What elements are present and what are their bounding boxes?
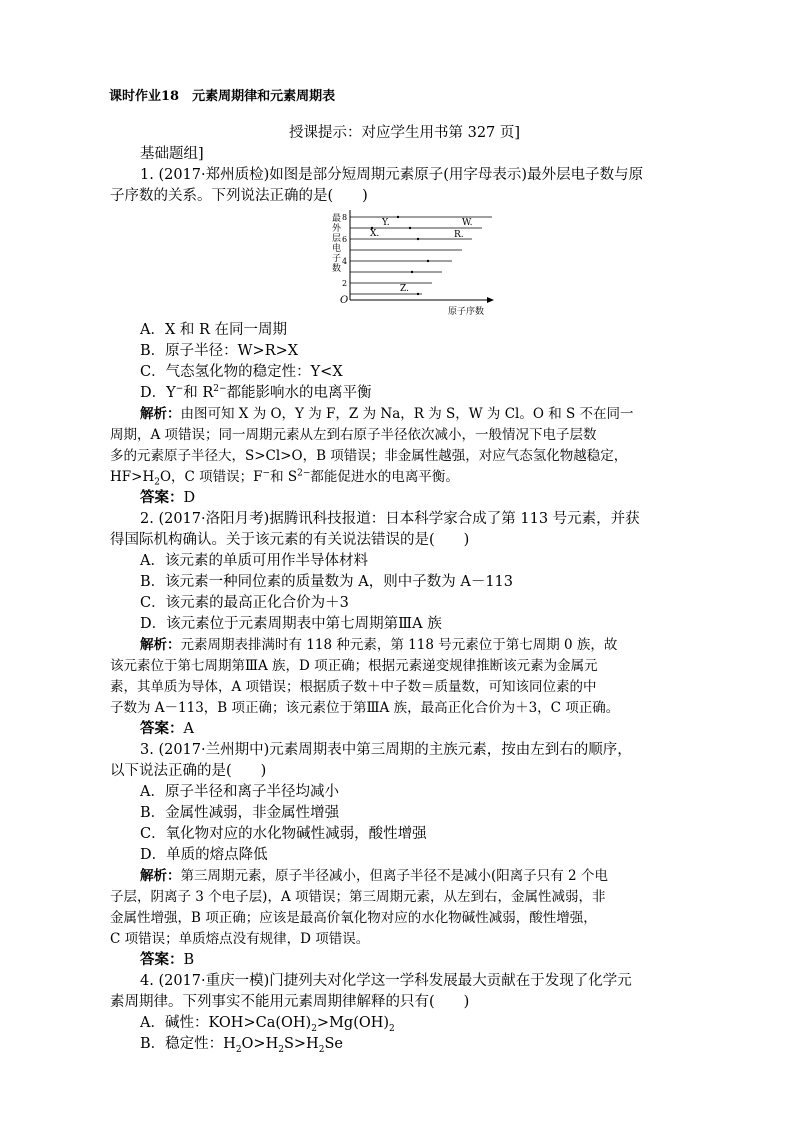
xlabel: 原子序数 (448, 307, 485, 317)
q1-stem-line1: 1. (2017·郑州质检)如图是部分短周期元素原子(用字母表示)最外层电子数与原 (140, 167, 644, 183)
point-marker (411, 271, 413, 273)
q1-option-c: C．气态氢化物的稳定性：Y<X (140, 364, 343, 380)
q4-stem-line2: 素周期律。下列事实不能用元素周期律解释的只有( ) (110, 994, 470, 1010)
q1-analysis-line4: $HF>H_2O$，C 项错误；F−和 $S^{2-}$都能促进水的电离平衡。 (110, 468, 459, 488)
q2-option-d: D．该元素位于元素周期表中第七周期第ⅢA 族 (140, 616, 442, 632)
electron-chart (322, 207, 498, 319)
ytick-2: 2 (342, 279, 348, 288)
q1-option-a: A．X 和 R 在同一周期 (140, 322, 288, 338)
point-label-z: Z. (400, 284, 409, 294)
x-axis-arrow (487, 297, 494, 303)
ytick-8: 8 (342, 213, 348, 222)
ylabel-char-4: 电 (332, 244, 342, 254)
ylabel-char-2: 外 (332, 224, 342, 234)
ylabel-char-5: 子 (332, 254, 342, 264)
point-label-r: R. (454, 230, 464, 240)
q1-analysis-line1: 解析：由图可知 X 为 O，Y 为 F，Z 为 Na，R 为 S，W 为 Cl。O 和 S 不在同一 (140, 406, 634, 422)
q2-option-a: A．该元素的单质可用作半导体材料 (140, 553, 368, 569)
point-label-x: X. (370, 229, 380, 239)
q3-analysis-line1: 解析：第三周期元素，原子半径减小，但离子半径不是减小(阳离子只有 2 个电 (140, 868, 608, 884)
q3-option-c: C．氧化物对应的水化物碱性减弱，酸性增强 (140, 826, 427, 842)
q1-option-b: B．原子半径：W>R>X (140, 343, 299, 359)
q3-answer: 答案：B (140, 952, 195, 968)
q4-option-b: B．稳定性：$H_2O>H_2S>H_2Se$ (140, 1036, 343, 1055)
ylabel-char-3: 层 (332, 234, 342, 244)
q4-stem-line1: 4. (2017·重庆一模)门捷列夫对化学这一学科发展最大贡献在于发现了化学元 (140, 973, 632, 989)
q2-analysis-line4: 子数为 A－113，B 项正确；该元素位于第ⅢA 族，最高正化合价为＋3，C 项正确。 (110, 700, 620, 716)
point-label-w: W. (462, 218, 473, 228)
q2-analysis-line3: 素，其单质为导体，A 项错误；根据质子数＋中子数＝质量数，可知该同位素的中 (110, 679, 597, 695)
q1-stem-line2: 子序数的关系。下列说法正确的是( ) (110, 188, 368, 204)
ytick-6: 6 (342, 235, 348, 244)
textbook-hint: 授课提示：对应学生用书第 327 页] (289, 125, 521, 141)
q2-analysis-line2: 该元素位于第七周期第ⅢA 族，D 项正确；根据元素递变规律推断该元素为金属元 (110, 658, 598, 674)
q3-option-a: A．原子半径和离子半径均减小 (140, 784, 339, 800)
point-label-y: Y. (382, 218, 390, 228)
q1-analysis-line2: 周期，A 项错误；同一周期元素从左到右原子半径依次减小，一般情况下电子层数 (110, 427, 597, 443)
worksheet-title: 课时作业18 元素周期律和元素周期表 (109, 89, 336, 104)
point-marker (417, 238, 419, 240)
point-marker (409, 227, 411, 229)
q1-analysis-line3: 多的元素原子半径大，S>Cl>O，B 项错误；非金属性越强，对应气态氢化物越稳定， (110, 448, 628, 464)
point-marker (417, 293, 419, 295)
ylabel-char-6: 数 (332, 264, 342, 274)
q1-answer: 答案：D (140, 490, 196, 506)
ytick-4: 4 (342, 257, 348, 266)
q2-stem-line2: 得国际机构确认。关于该元素的有关说法错误的是( ) (110, 532, 470, 548)
q3-stem-line1: 3. (2017·兰州期中)元素周期表中第三周期的主族元素，按由左到右的顺序， (140, 742, 632, 758)
origin-label: O (340, 295, 349, 306)
group-heading: 基础题组] (140, 146, 204, 162)
q1-option-d: D．Y−和 $R^{2-}$都能影响水的电离平衡 (140, 384, 372, 401)
q2-stem-line1: 2. (2017·洛阳月考)据腾讯科技报道：日本科学家合成了第 113 号元素，并获 (140, 511, 640, 527)
q3-analysis-line2: 子层，阴离子 3 个电子层)，A 项错误；第三周期元素，从左到右，金属性减弱，非 (110, 889, 606, 905)
q3-option-b: B．金属性减弱，非金属性增强 (140, 805, 340, 821)
q3-stem-line2: 以下说法正确的是( ) (110, 763, 267, 779)
q2-option-c: C．该元素的最高正化合价为＋3 (140, 595, 349, 611)
q3-analysis-line3: 金属性增强，B 项正确；应该是最高价氧化物对应的水化物碱性减弱，酸性增强， (110, 910, 597, 926)
q4-option-a: A．碱性：$KOH>Ca(OH)_2>Mg(OH)_2$ (140, 1015, 395, 1034)
point-marker (397, 216, 399, 218)
q2-analysis-line1: 解析：元素周期表排满时有 118 种元素，第 118 号元素位于第七周期 0 族，故 (140, 637, 618, 653)
ylabel-char-1: 最 (332, 214, 342, 224)
q2-answer: 答案：A (140, 721, 194, 737)
q3-option-d: D．单质的熔点降低 (140, 847, 268, 863)
point-marker (427, 260, 429, 262)
q2-option-b: B．该元素一种同位素的质量数为 A，则中子数为 A－113 (140, 574, 513, 590)
q3-analysis-line4: C 项错误；单质熔点没有规律，D 项错误。 (110, 931, 370, 947)
